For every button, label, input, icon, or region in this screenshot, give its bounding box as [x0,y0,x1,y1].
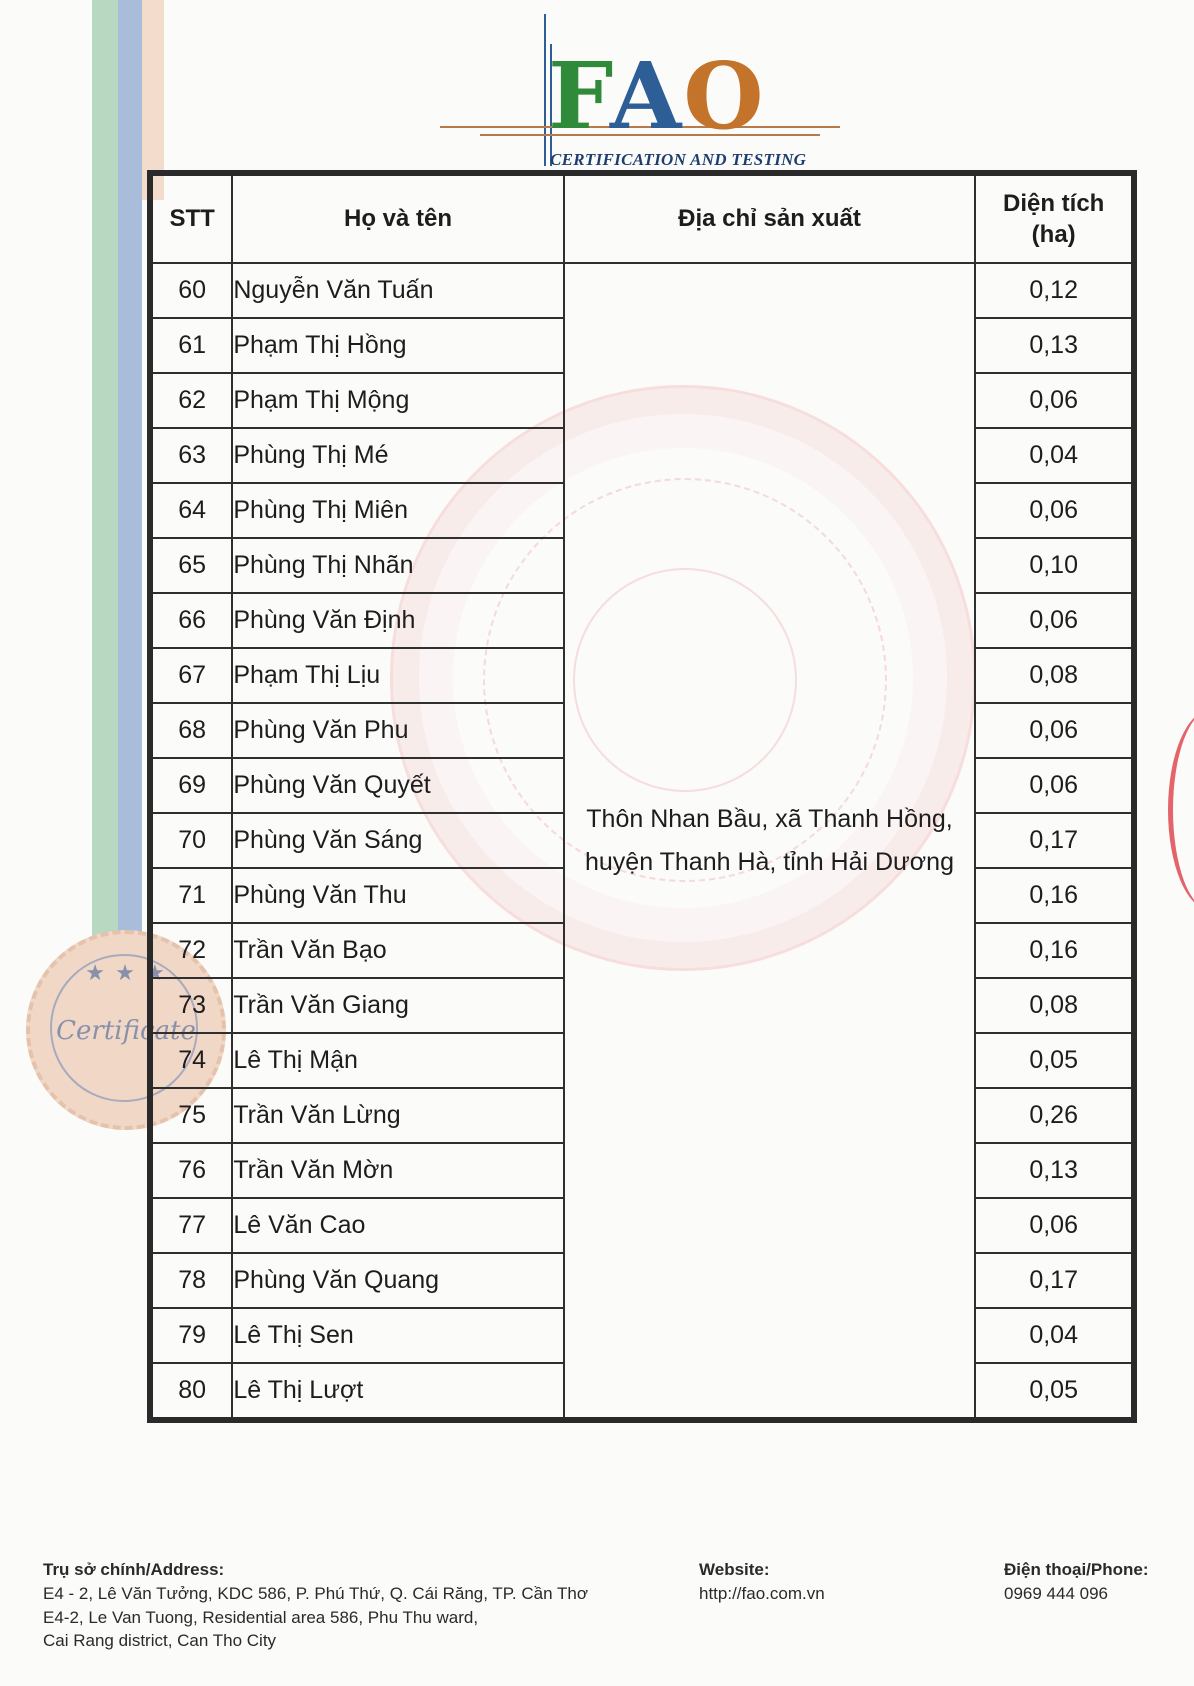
footer-address-line1: E4 - 2, Lê Văn Tưởng, KDC 586, P. Phú Thứ, Q. Cái Răng, TP. Cần Thơ [43,1583,588,1603]
row-area: 0,17 [975,1253,1134,1308]
row-name: Phạm Thị Mộng [232,373,563,428]
row-area: 0,06 [975,703,1134,758]
row-area: 0,06 [975,593,1134,648]
header-stt: STT [150,173,232,263]
footer-address-line3: Cai Rang district, Can Tho City [43,1631,277,1651]
footer-phone-label: Phone: [1090,1560,1149,1579]
row-stt: 73 [150,978,232,1033]
row-area: 0,13 [975,318,1134,373]
header-area-line1: Diện tích [1003,189,1105,217]
row-stt: 64 [150,483,232,538]
row-name: Trần Văn Mờn [232,1143,563,1198]
row-name: Trần Văn Bạo [232,923,563,978]
row-stt: 68 [150,703,232,758]
logo-letters: FAO [548,42,766,150]
row-name: Phùng Thị Mé [232,428,563,483]
row-area: 0,17 [975,813,1134,868]
header-area [975,173,1134,263]
row-stt: 77 [150,1198,232,1253]
row-stt: 75 [150,1088,232,1143]
decorative-stripe-blue [118,0,142,960]
footer-address-label-bold: Trụ sở chính/ [43,1560,151,1579]
header-name: Họ và tên [232,173,563,263]
row-area: 0,06 [975,1198,1134,1253]
footer-address-line2: E4-2, Le Van Tuong, Residential area 586, Phu Thu ward, [43,1607,479,1627]
logo-tagline: CERTIFICATION AND TESTING [550,150,807,169]
footer-website-link[interactable]: http://fao.com.vn [699,1583,825,1603]
row-name: Phùng Văn Định [232,593,563,648]
production-address [564,263,976,1420]
row-stt: 76 [150,1143,232,1198]
row-area: 0,04 [975,1308,1134,1363]
row-name: Lê Thị Sen [232,1308,563,1363]
row-stt: 69 [150,758,232,813]
row-area: 0,06 [975,373,1134,428]
row-area: 0,08 [975,978,1134,1033]
star-icon: ★ ★ ★ [85,960,167,985]
row-area: 0,16 [975,868,1134,923]
row-name: Trần Văn Giang [232,978,563,1033]
header-address: Địa chỉ sản xuất [564,173,976,263]
row-name: Phùng Văn Phu [232,703,563,758]
row-stt: 66 [150,593,232,648]
row-area: 0,08 [975,648,1134,703]
row-stt: 65 [150,538,232,593]
row-area: 0,12 [975,263,1134,318]
row-name: Lê Văn Cao [232,1198,563,1253]
row-stt: 80 [150,1363,232,1420]
header-area-line2: (ha) [1031,221,1076,248]
decorative-stripe-green [92,0,118,960]
row-area: 0,06 [975,483,1134,538]
red-stamp-fragment [1168,710,1194,910]
row-name: Phạm Thị Hồng [232,318,563,373]
row-name: Lê Thị Mận [232,1033,563,1088]
footer-phone-number: 0969 444 096 [1004,1583,1108,1603]
row-area: 0,10 [975,538,1134,593]
row-name: Phùng Thị Nhãn [232,538,563,593]
address-line2: huyện Thanh Hà, tỉnh Hải Dương [585,847,954,876]
row-stt: 67 [150,648,232,703]
footer-website-label: Website: [699,1560,770,1579]
row-stt: 71 [150,868,232,923]
table-row [150,263,1134,318]
badge-text: Certificate [56,1016,196,1046]
row-name: Lê Thị Lượt [232,1363,563,1420]
row-stt: 78 [150,1253,232,1308]
logo-line [544,14,546,166]
row-stt: 61 [150,318,232,373]
fao-logo [440,14,860,174]
farmer-table [147,170,1137,1423]
address-line1: Thôn Nhan Bầu, xã Thanh Hồng, [586,805,953,833]
row-name: Phùng Thị Miên [232,483,563,538]
row-name: Phùng Văn Quyết [232,758,563,813]
row-name: Phạm Thị Lịu [232,648,563,703]
row-stt: 74 [150,1033,232,1088]
footer-address [43,1558,588,1653]
row-name: Trần Văn Lừng [232,1088,563,1143]
row-name: Nguyễn Văn Tuấn [232,263,563,318]
row-area: 0,16 [975,923,1134,978]
row-stt: 70 [150,813,232,868]
row-name: Phùng Văn Sáng [232,813,563,868]
row-name: Phùng Văn Quang [232,1253,563,1308]
row-area: 0,05 [975,1033,1134,1088]
row-stt: 62 [150,373,232,428]
footer-phone-label-bold: Điện thoại/ [1004,1560,1091,1579]
row-stt: 63 [150,428,232,483]
footer-phone [1004,1558,1149,1606]
row-area: 0,13 [975,1143,1134,1198]
row-area: 0,06 [975,758,1134,813]
row-area: 0,26 [975,1088,1134,1143]
row-area: 0,05 [975,1363,1134,1420]
row-stt: 60 [150,263,232,318]
footer-address-label: Address: [150,1560,225,1579]
row-area: 0,04 [975,428,1134,483]
table-header-row [150,173,1134,263]
footer-website [699,1558,825,1606]
row-stt: 72 [150,923,232,978]
row-stt: 79 [150,1308,232,1363]
row-name: Phùng Văn Thu [232,868,563,923]
